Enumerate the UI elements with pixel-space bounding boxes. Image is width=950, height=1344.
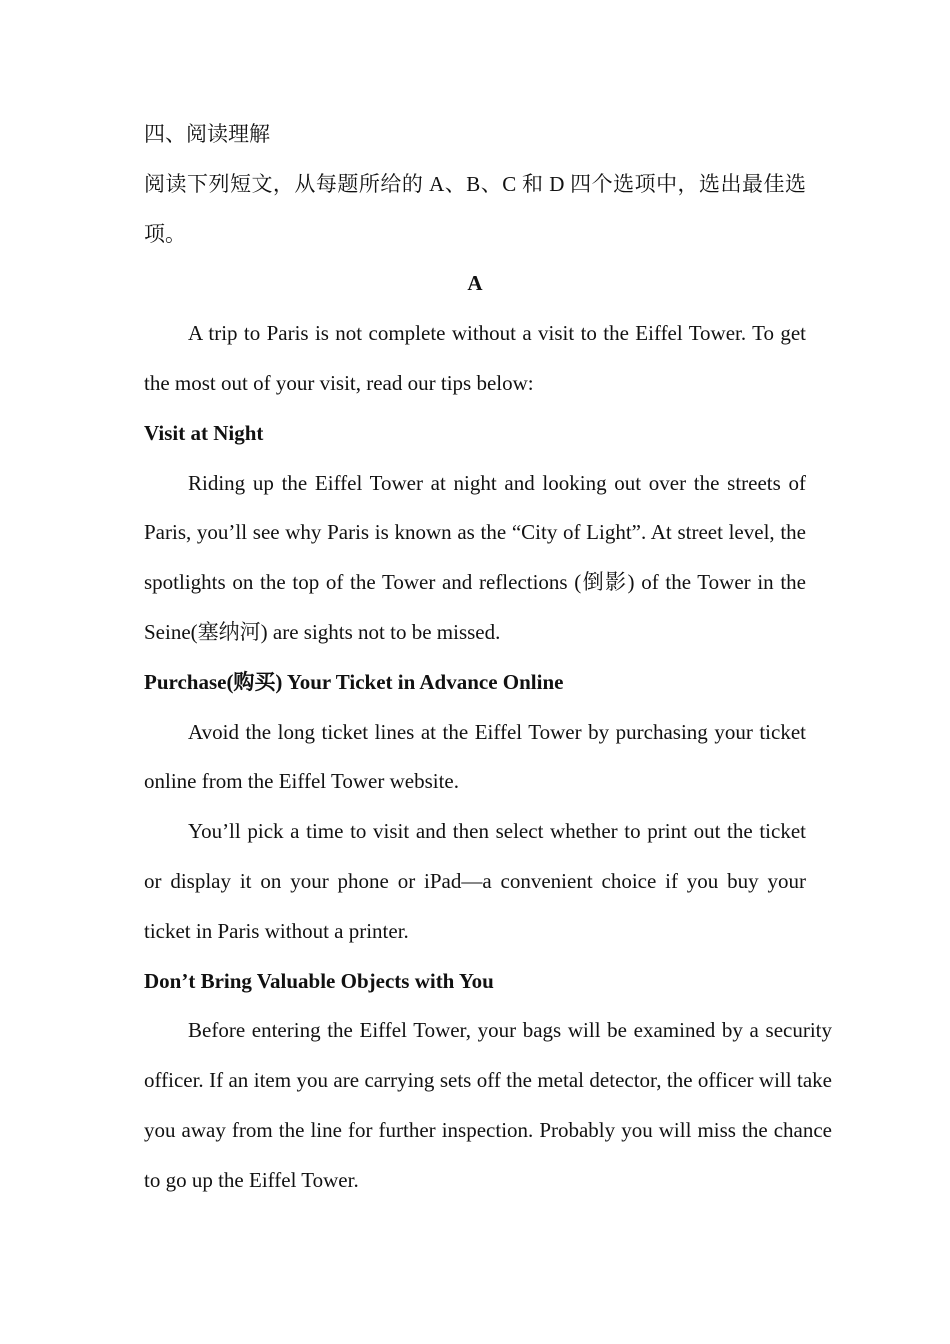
tip-heading-valuable-objects: Don’t Bring Valuable Objects with You (144, 968, 494, 993)
section-instruction: 阅读下列短文，从每题所给的 A、B、C 和 D 四个选项中，选出最佳选项。 (144, 171, 806, 246)
tip-paragraph: Riding up the Eiffel Tower at night and looking out over the streets of Paris, you’ll see why Paris is known as the “City of Light”. At street level, the spotlights on the top of the Tower and reflections (倒影) of the Tower in the Seine(塞纳河) are sights not to be missed. (144, 470, 806, 644)
tip-paragraph: Before entering the Eiffel Tower, your bags will be examined by a security officer. If an item you are carrying sets off the metal detector, the officer will take you away from the line for further inspection. Probably you will miss the chance to go up the Eiffel Tower. (144, 1018, 832, 1192)
passage-label: A (467, 271, 483, 296)
document-page (144, 110, 832, 1206)
section-title: 四、阅读理解 (144, 122, 270, 146)
tip-paragraph: You’ll pick a time to visit and then select whether to print out the ticket or display it on your phone or iPad—a convenient choice if you buy your ticket in Paris without a printer. (144, 819, 806, 943)
tip-heading-purchase-ticket: Purchase(购买) Your Ticket in Advance Online (144, 669, 564, 694)
tip-heading-visit-at-night: Visit at Night (144, 420, 264, 445)
tip-paragraph: Avoid the long ticket lines at the Eiffel Tower by purchasing your ticket online from the Eiffel Tower website. (144, 719, 806, 794)
passage-intro: A trip to Paris is not complete without a visit to the Eiffel Tower. To get the most out of your visit, read our tips below: (144, 321, 806, 395)
